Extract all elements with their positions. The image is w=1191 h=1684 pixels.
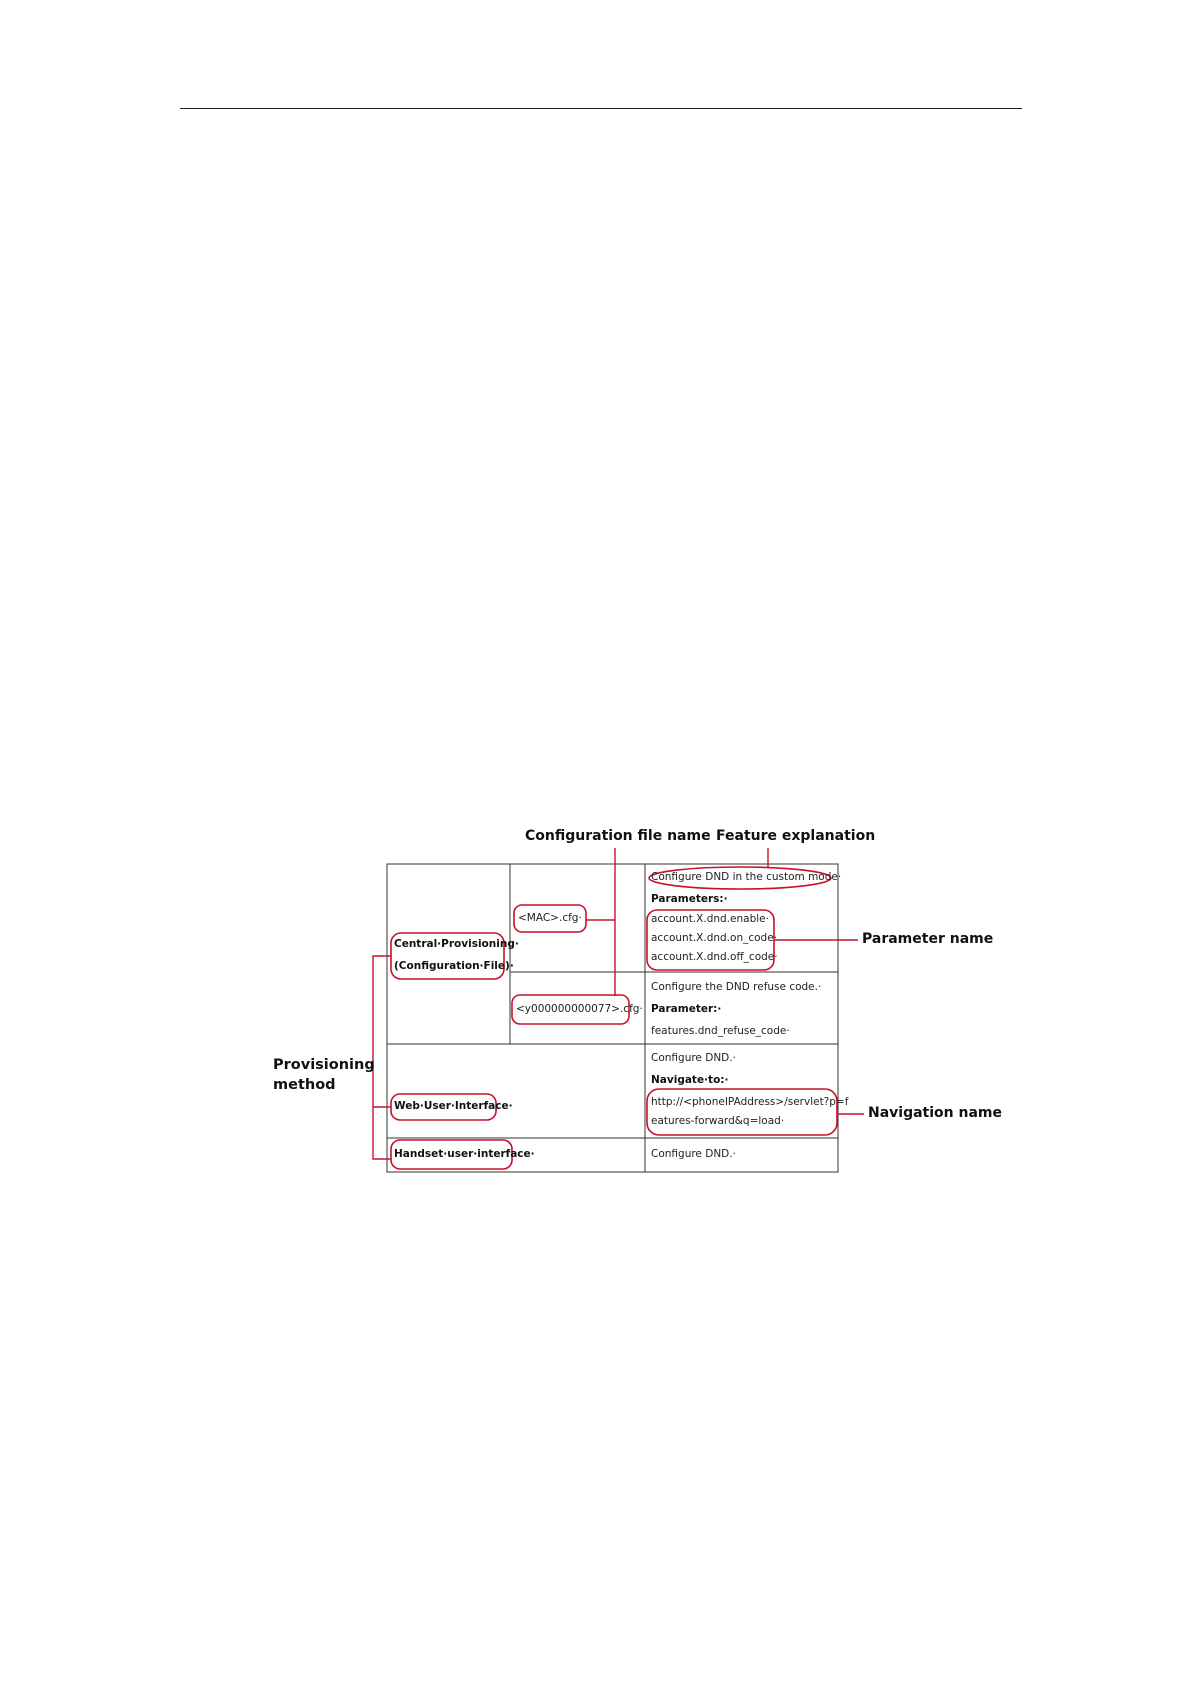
callout-feature-explanation: Feature explanation — [716, 828, 876, 844]
feature-refuse-code: Configure the DND refuse code.· — [651, 981, 822, 993]
method-web: Web·User·Interface· — [394, 1100, 513, 1112]
param-dnd-off-code: account.X.dnd.off_code· — [651, 951, 778, 963]
callout-provisioning-method: Provisioning method — [273, 1057, 375, 1093]
callout-parameter-name: Parameter name — [862, 931, 994, 947]
nav-url-line2: eatures-forward&q=load· — [651, 1115, 785, 1127]
method-central-sub: (Configuration·File)· — [394, 960, 514, 972]
callout-config-file-name: Configuration file name — [525, 828, 711, 844]
feature-parameter-label: Parameter:· — [651, 1003, 722, 1015]
feature-navigate-label: Navigate·to:· — [651, 1074, 729, 1086]
method-central: Central·Provisioning· — [394, 938, 519, 950]
callout-navigation-name: Navigation name — [868, 1105, 1003, 1121]
leader-provisioning-bracket — [373, 956, 391, 1159]
param-dnd-refuse-code: features.dnd_refuse_code· — [651, 1025, 790, 1037]
method-handset: Handset·user·interface· — [394, 1148, 535, 1160]
feature-custom-mode: Configure DND in the custom mode· — [651, 871, 842, 883]
file-y0-cfg: <y000000000077>.cfg· — [516, 1003, 643, 1015]
param-dnd-on-code: account.X.dnd.on_code· — [651, 932, 778, 944]
file-mac-cfg: <MAC>.cfg· — [518, 912, 582, 924]
feature-configure-dnd-web: Configure DND.· — [651, 1052, 736, 1064]
feature-configure-dnd-handset: Configure DND.· — [651, 1148, 736, 1160]
nav-url-line1: http://<phoneIPAddress>/servlet?p=f — [651, 1096, 849, 1108]
param-dnd-enable: account.X.dnd.enable· — [651, 913, 769, 925]
feature-parameters-label: Parameters:· — [651, 893, 728, 905]
